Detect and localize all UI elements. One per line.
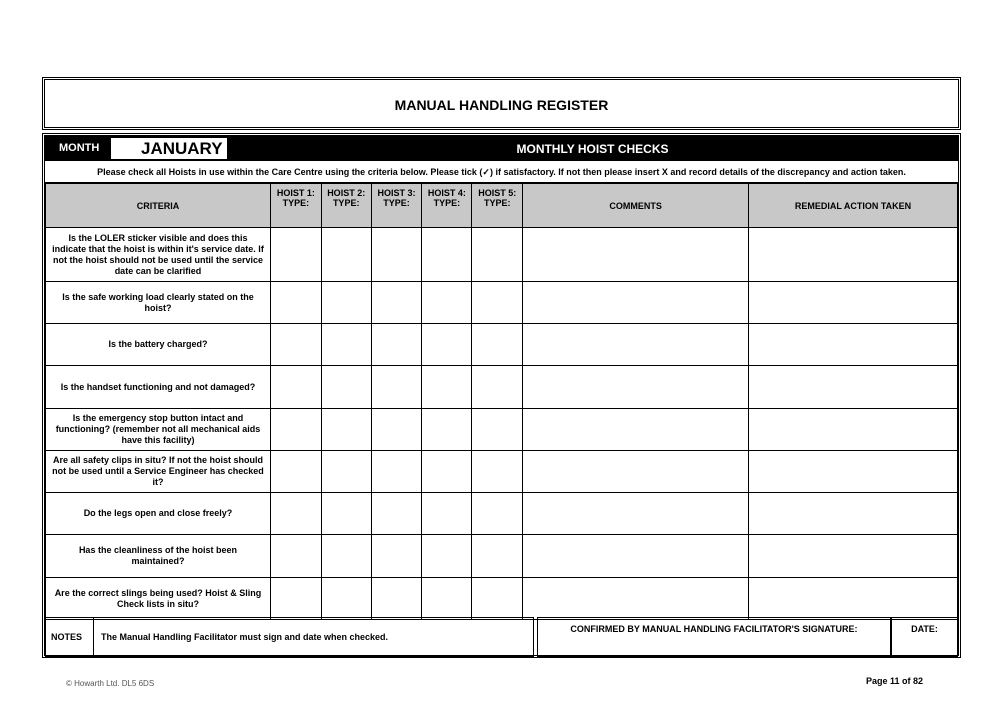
hoist-5-check-cell[interactable]	[472, 324, 523, 366]
hoist-5-check-cell[interactable]	[472, 578, 523, 620]
hoist-1-check-cell[interactable]	[270, 366, 321, 409]
remedial-cell[interactable]	[749, 493, 958, 535]
hoist-5-check-cell[interactable]	[472, 228, 523, 282]
remedial-cell[interactable]	[749, 451, 958, 493]
hoist-4-check-cell[interactable]	[422, 228, 472, 282]
comments-cell[interactable]	[523, 324, 749, 366]
instructions: Please check all Hoists in use within the Care Centre using the criteria below. Please tick (✓) if satisfactory. If not then please insert X and record details of the discrepancy and action taken.	[45, 161, 958, 183]
hoist-5-name: HOIST 5:	[478, 188, 517, 198]
remedial-cell[interactable]	[749, 409, 958, 451]
hoist-4-check-cell[interactable]	[422, 493, 472, 535]
table-row	[46, 409, 958, 451]
hoist-3-check-cell[interactable]	[371, 366, 422, 409]
hoist-5-check-cell[interactable]	[472, 451, 523, 493]
comments-cell[interactable]	[523, 282, 749, 324]
hoist-5-type: TYPE:	[483, 198, 511, 208]
table-row	[46, 228, 958, 282]
checks-table	[45, 183, 958, 620]
hoist-3-check-cell[interactable]	[371, 324, 422, 366]
hoist-3-check-cell[interactable]	[371, 578, 422, 620]
hoist-5-check-cell[interactable]	[472, 535, 523, 578]
hoist-3-check-cell[interactable]	[371, 535, 422, 578]
hoist-5-check-cell[interactable]	[472, 493, 523, 535]
hoist-1-check-cell[interactable]	[270, 324, 321, 366]
hoist-1-check-cell[interactable]	[270, 451, 321, 493]
hoist-1-check-cell[interactable]	[270, 493, 321, 535]
comments-cell[interactable]	[523, 366, 749, 409]
month-field[interactable]: JANUARY	[111, 138, 227, 159]
hoist-3-header[interactable]	[371, 184, 422, 228]
table-row	[46, 535, 958, 578]
criterion-label: Is the handset functioning and not damaged?	[46, 366, 271, 409]
comments-cell[interactable]	[523, 493, 749, 535]
hoist-2-check-cell[interactable]	[321, 493, 371, 535]
table-row	[46, 282, 958, 324]
remedial-cell[interactable]	[749, 535, 958, 578]
remedial-cell[interactable]	[749, 324, 958, 366]
notes-text: The Manual Handling Facilitator must sign and date when checked.	[101, 632, 389, 642]
comments-cell[interactable]	[523, 451, 749, 493]
comments-cell[interactable]	[523, 228, 749, 282]
header-row	[46, 184, 958, 228]
hoist-5-check-cell[interactable]	[472, 366, 523, 409]
hoist-4-check-cell[interactable]	[422, 535, 472, 578]
remedial-cell[interactable]	[749, 282, 958, 324]
remedial-cell[interactable]	[749, 366, 958, 409]
hoist-4-check-cell[interactable]	[422, 409, 472, 451]
notes-row	[45, 617, 958, 658]
criterion-label: Is the safe working load clearly stated on the hoist?	[46, 282, 271, 324]
hoist-4-check-cell[interactable]	[422, 324, 472, 366]
criterion-label: Is the battery charged?	[46, 324, 271, 366]
hoist-1-check-cell[interactable]	[270, 578, 321, 620]
hoist-1-check-cell[interactable]	[270, 282, 321, 324]
hoist-2-header[interactable]	[321, 184, 371, 228]
comments-cell[interactable]	[523, 409, 749, 451]
page-number: Page 11 of 82	[866, 676, 924, 686]
hoist-1-name: HOIST 1:	[276, 188, 315, 198]
hoist-1-header[interactable]	[270, 184, 321, 228]
criterion-label: Are all safety clips in situ? If not the hoist should not be used until a Service Engineer has checked it?	[46, 451, 271, 493]
hoist-2-name: HOIST 2:	[327, 188, 366, 198]
remedial-header: REMEDIAL ACTION TAKEN	[749, 184, 958, 228]
hoist-2-check-cell[interactable]	[321, 366, 371, 409]
remedial-cell[interactable]	[749, 578, 958, 620]
hoist-3-check-cell[interactable]	[371, 409, 422, 451]
hoist-3-check-cell[interactable]	[371, 228, 422, 282]
hoist-1-check-cell[interactable]	[270, 228, 321, 282]
register-form	[42, 133, 961, 658]
hoist-3-check-cell[interactable]	[371, 282, 422, 324]
hoist-5-check-cell[interactable]	[472, 409, 523, 451]
hoist-5-check-cell[interactable]	[472, 282, 523, 324]
date-field[interactable]: DATE:	[891, 617, 958, 657]
hoist-2-check-cell[interactable]	[321, 535, 371, 578]
hoist-3-check-cell[interactable]	[371, 451, 422, 493]
hoist-2-check-cell[interactable]	[321, 282, 371, 324]
criteria-header: CRITERIA	[46, 184, 271, 228]
hoist-4-check-cell[interactable]	[422, 366, 472, 409]
criterion-label: Are the correct slings being used? Hoist & Sling Check lists in situ?	[46, 578, 271, 620]
notes-box	[45, 617, 534, 657]
hoist-2-check-cell[interactable]	[321, 451, 371, 493]
criterion-label: Do the legs open and close freely?	[46, 493, 271, 535]
hoist-1-check-cell[interactable]	[270, 535, 321, 578]
signature-field[interactable]: CONFIRMED BY MANUAL HANDLING FACILITATOR'S SIGNATURE:	[537, 617, 891, 657]
notes-label: NOTES	[46, 618, 94, 656]
criterion-label: Is the emergency stop button intact and functioning? (remember not all mechanical aids have this facility)	[46, 409, 271, 451]
title-box	[42, 77, 961, 130]
criterion-label: Has the cleanliness of the hoist been maintained?	[46, 535, 271, 578]
comments-header: COMMENTS	[523, 184, 749, 228]
hoist-2-check-cell[interactable]	[321, 228, 371, 282]
hoist-3-check-cell[interactable]	[371, 493, 422, 535]
copyright-footer: © Howarth Ltd. DL5 6DS	[66, 679, 155, 688]
page-title: MANUAL HANDLING REGISTER	[394, 97, 609, 113]
table-row	[46, 366, 958, 409]
section-title: MONTHLY HOIST CHECKS	[516, 142, 669, 156]
header-bar	[45, 136, 958, 161]
remedial-cell[interactable]	[749, 228, 958, 282]
criterion-label: Is the LOLER sticker visible and does this indicate that the hoist is within it's service date. If not the hoist should not be used until the service date can be clarified	[46, 228, 271, 282]
month-label: MONTH	[59, 142, 100, 154]
hoist-2-check-cell[interactable]	[321, 409, 371, 451]
table-row	[46, 578, 958, 620]
table-row	[46, 493, 958, 535]
hoist-4-check-cell[interactable]	[422, 578, 472, 620]
hoist-4-header[interactable]	[422, 184, 472, 228]
comments-cell[interactable]	[523, 535, 749, 578]
hoist-1-type: TYPE:	[282, 198, 310, 208]
hoist-3-name: HOIST 3:	[377, 188, 416, 198]
comments-cell[interactable]	[523, 578, 749, 620]
table-row	[46, 451, 958, 493]
hoist-1-check-cell[interactable]	[270, 409, 321, 451]
hoist-2-check-cell[interactable]	[321, 324, 371, 366]
hoist-3-type: TYPE:	[383, 198, 410, 208]
hoist-2-check-cell[interactable]	[321, 578, 371, 620]
hoist-4-name: HOIST 4:	[427, 188, 466, 198]
hoist-2-type: TYPE:	[332, 198, 360, 208]
hoist-4-check-cell[interactable]	[422, 451, 472, 493]
hoist-5-header[interactable]	[472, 184, 523, 228]
hoist-4-type: TYPE:	[433, 198, 461, 208]
hoist-4-check-cell[interactable]	[422, 282, 472, 324]
table-row	[46, 324, 958, 366]
